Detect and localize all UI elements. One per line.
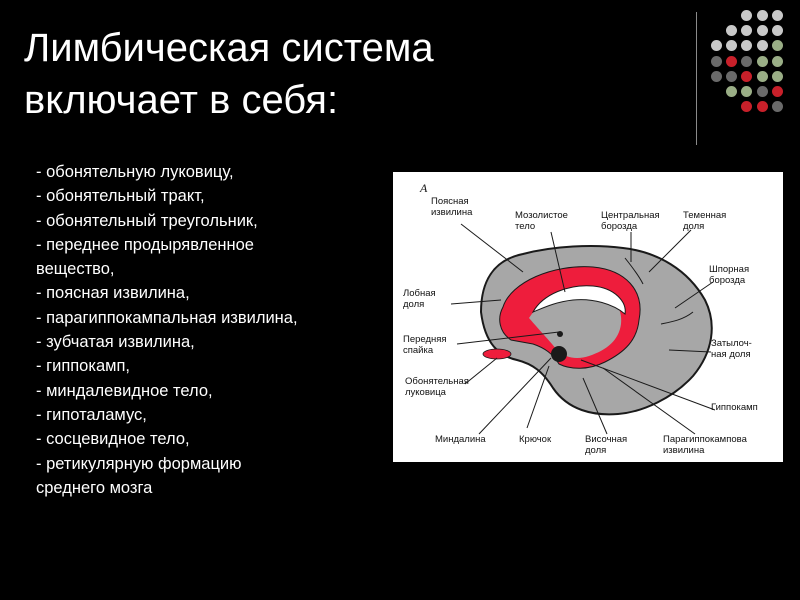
label-frontal: Лобная доля [403,288,436,310]
list-item: - гиппокамп, [36,357,130,376]
list-item: - гипоталамус, [36,405,147,424]
decor-dot [741,40,752,51]
list-item: - обонятельную луковицу, [36,163,234,181]
decor-dot [726,86,737,97]
decor-dot [741,86,752,97]
limbic-components-list [36,160,396,500]
decor-dot [757,71,768,82]
decor-dot [757,40,768,51]
decor-dot [711,40,722,51]
decor-dot [772,25,783,36]
list-item: - парагиппокампальная извилина, [36,308,298,327]
list-item: - миндалевидное тело, [36,381,213,400]
decor-dot [741,56,752,67]
decor-dot [741,10,752,21]
list-item: вещество, [36,260,115,279]
decor-dot [772,71,783,82]
list-item: - ретикулярную формацию [36,454,242,473]
brain-diagram [393,172,783,462]
decor-dot [726,40,737,51]
label-corpus-callosum: Мозолистое тело [515,210,568,232]
list-item: - обонятельный тракт, [36,187,205,206]
decor-dot [757,86,768,97]
decor-dot [772,86,783,97]
label-amygdala: Миндалина [435,434,486,445]
label-parahippocampal: Парагиппокампова извилина [663,434,747,456]
decor-dot [726,71,737,82]
label-olfactory-bulb: Обонятельная луковица [405,376,469,398]
label-temporal: Височная доля [585,434,628,456]
decor-dot [772,101,783,112]
list-item: - сосцевидное тело, [36,430,190,449]
list-item: - зубчатая извилина, [36,333,195,352]
decor-dot [741,25,752,36]
decor-dot [726,25,737,36]
decor-dot [757,10,768,21]
decor-dot [757,56,768,67]
leader-uncus [527,366,549,428]
list-item: - обонятельный треугольник, [36,211,258,230]
label-central-sulcus: Центральная борозда [601,210,660,232]
list-item: среднего мозга [36,478,153,497]
decor-dot [726,56,737,67]
amygdala-dark-spot [551,346,567,362]
decor-dot [772,56,783,67]
label-anterior-commissure: Передняя спайка [403,334,447,356]
decor-dot [741,71,752,82]
list-item: - переднее продырявленное [36,235,254,254]
label-parietal: Теменная доля [683,210,727,232]
decor-dot [757,101,768,112]
slide-title [24,22,664,126]
brain-diagram-svg [393,172,783,462]
olfactory-bulb-shape [483,349,511,359]
decor-dot [711,56,722,67]
label-occipital: Затылоч- ная доля [711,338,752,360]
label-cingulate: Поясная извилина [431,196,473,218]
label-calcarine: Шпорная борозда [709,264,750,286]
label-hippocampus: Гиппокамп [711,402,758,413]
title-line-1: Лимбическая система [24,26,434,70]
decor-dot [772,40,783,51]
decor-dot [772,10,783,21]
title-line-2: включает в себя: [24,78,339,122]
leader-amygdala [479,358,551,434]
decor-dot [741,101,752,112]
list-item: - поясная извилина, [36,284,190,303]
divider-line [696,12,697,145]
figure-letter: А [420,181,428,195]
decorative-dot-grid [711,10,781,130]
decor-dot [757,25,768,36]
leader-cingulate [461,224,523,272]
label-uncus: Крючок [519,434,552,445]
decor-dot [711,71,722,82]
